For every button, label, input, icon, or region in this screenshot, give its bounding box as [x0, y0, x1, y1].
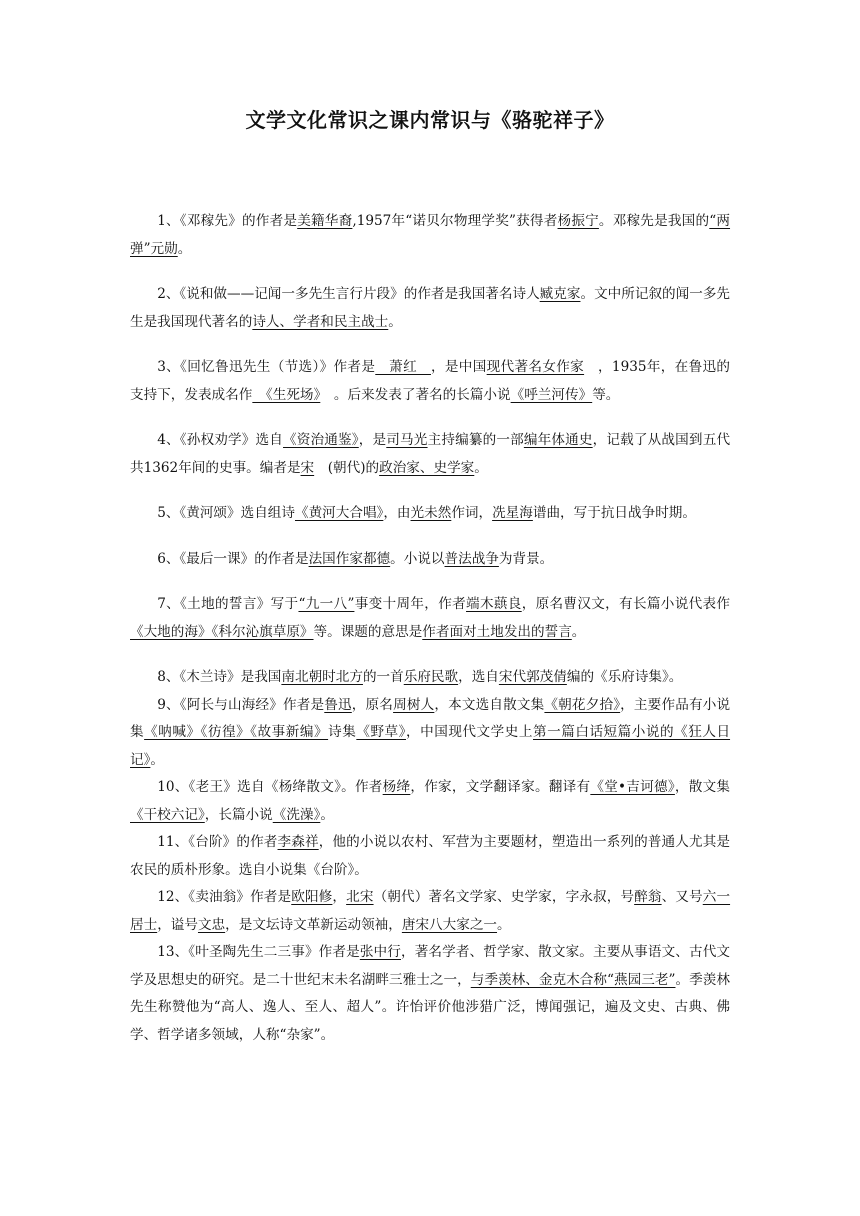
underlined-answer: 李森祥 [277, 834, 319, 850]
underlined-answer: 光未然 [410, 505, 452, 521]
paragraph-text: ，著名学者、哲学家、散文家。主要从事语文、古代文学及思想史的研究。是二十世纪末未名湖畔三雅士之一， [130, 944, 731, 988]
paragraph-text: ，散文集 [674, 779, 731, 795]
paragraph-text: ，本文选自散文集 [434, 696, 545, 713]
underlined-answer: 萧红 [375, 359, 431, 375]
paragraph-text: 。 [571, 623, 586, 640]
underlined-answer: 《大地的海》《科尔沁旗草原》 [130, 623, 314, 640]
list-item-4 [130, 427, 730, 482]
paragraph-text: ，谥号 [157, 916, 198, 933]
paragraph-text: ，是中国 [430, 359, 487, 375]
underlined-answer: 鲁迅 [324, 696, 352, 713]
underlined-answer: 欧阳修 [291, 889, 333, 905]
underlined-answer: 北宋 [346, 889, 374, 905]
paragraph-text: 8、《木兰诗》是我国 [157, 669, 282, 685]
paragraph-text: 11、《台阶》的作者 [157, 834, 278, 850]
underlined-answer: 作者面对土地发出的誓言 [422, 623, 572, 640]
underlined-answer: 与季羡林、金克木合称“燕园三老” [470, 971, 676, 988]
paragraph-text: (朝代)的 [314, 459, 380, 476]
paragraph-text: 。 [320, 806, 334, 823]
paragraph-text: ，长篇小说 [204, 806, 273, 823]
underlined-answer: 文忠 [197, 916, 226, 933]
underlined-answer: 《黄河大合唱》 [294, 505, 384, 521]
underlined-answer: “两弹”元勋 [130, 213, 731, 257]
paragraph-text: ，是 [358, 432, 387, 448]
underlined-answer: 宋 [300, 459, 315, 476]
underlined-answer: 《干校六记》 [130, 806, 205, 823]
document-body [130, 208, 730, 1049]
list-item-10 [130, 774, 730, 829]
paragraph-text: （朝代）著名文学家、史学家，字永叔，号 [373, 889, 635, 905]
underlined-answer: 《洗澡》 [272, 806, 321, 823]
underlined-answer: 乐府民歌 [403, 669, 459, 685]
paragraph-text: 13、《叶圣陶先生二三事》作者是 [157, 944, 360, 960]
underlined-answer: 编年体通史 [523, 432, 593, 448]
document-title: 文学文化常识之课内常识与《骆驼祥子》 [245, 108, 615, 132]
underlined-answer: 《呐喊》《彷徨》《故事新编》 [144, 724, 329, 740]
paragraph-text: 。小说以 [390, 550, 445, 567]
underlined-answer: 《野草》 [356, 724, 406, 740]
paragraph-text: ，记载了从战国到五代共1362年间的史事。编者是 [130, 432, 731, 476]
paragraph-text: 9、《阿长与山海经》作者是 [157, 696, 325, 713]
paragraph-text: 。后来发表了著名的长篇小说 [320, 386, 511, 403]
underlined-answer: 现代著名女作家 [486, 359, 585, 375]
underlined-answer: 《呼兰河传》 [510, 386, 593, 403]
paragraph-text: 4、《孙权劝学》选自 [157, 432, 284, 448]
paragraph-text: 6、《最后一课》的作者是 [157, 550, 309, 567]
paragraph-text: 编的《乐府诗集》。 [566, 669, 683, 685]
paragraph-text: 。 [497, 916, 511, 933]
underlined-answer: 醉翁 [634, 889, 662, 905]
underlined-answer: 端木蕻良 [466, 596, 522, 612]
paragraph-text: 12、《卖油翁》作者是 [157, 889, 292, 905]
underlined-answer: 美籍华裔 [297, 213, 353, 229]
paragraph-text: 10、《老王》选自《杨绛散文》。作者 [157, 779, 383, 795]
paragraph-text: 。邓稼先是我国的 [598, 213, 710, 229]
paragraph-text: 等。 [592, 386, 620, 403]
underlined-answer: 臧克家 [539, 286, 581, 302]
list-item-11 [130, 829, 730, 884]
paragraph-text: 事变十周年，作者 [354, 596, 467, 612]
paragraph-text: ，中国现代文学史上 [405, 724, 533, 740]
paragraph-text: ，主要作品有小说集 [130, 696, 731, 740]
list-item-6 [130, 546, 730, 574]
paragraph-text: 、又号 [661, 889, 703, 905]
paragraph-text: 7、《土地的誓言》写于 [157, 596, 299, 612]
underlined-answer: 《朝花夕拾》 [544, 696, 621, 713]
paragraph-text: 。季羡林先生称赞他为“高人、逸人、至人、超人”。许怡评价他涉猎广泛，博闻强记，遍及文史、古典、佛学、哲学诸多领域，人称“杂家”。 [130, 971, 731, 1043]
list-item-13 [130, 939, 730, 1049]
underlined-answer: 张中行 [359, 944, 401, 960]
paragraph-text: 2、《说和做——记闻一多先生言行片段》的作者是我国著名诗人 [157, 286, 540, 302]
paragraph-text: ，原名 [351, 696, 394, 713]
underlined-answer: 《生死场》 [252, 386, 321, 403]
underlined-answer: “九一八” [298, 596, 355, 612]
underlined-answer: 宋代郭茂倩 [498, 669, 567, 685]
underlined-answer: 杨绛 [382, 779, 411, 795]
paragraph-text: 。 [150, 751, 164, 768]
underlined-answer: 法国作家都德 [308, 550, 391, 567]
paragraph-text: 。 [474, 459, 488, 476]
paragraph-text: 1、《邓稼先》的作者是 [157, 213, 298, 229]
paragraph-text: 。 [177, 240, 192, 257]
paragraph-text: ,1957年“诺贝尔物理学奖”获得者 [352, 213, 558, 229]
underlined-answer: 司马光 [386, 432, 428, 448]
paragraph-text: 3、《回忆鲁迅先生（节选）》作者是 [157, 359, 376, 375]
paragraph-text: 。文中所记叙的闻一多先生是我国现代著名的 [130, 286, 731, 330]
paragraph-text: ，选自 [458, 669, 499, 685]
list-item-8 [130, 664, 730, 692]
underlined-answer: 杨振宁 [557, 213, 599, 229]
list-item-2 [130, 281, 730, 336]
underlined-answer: 六一居士 [130, 889, 731, 933]
underlined-answer: 普法战争 [444, 550, 499, 567]
paragraph-text: 作词， [451, 505, 493, 521]
paragraph-text: 等。课题的意思是 [313, 623, 423, 640]
paragraph-text: ，是文坛诗文革新运动领袖， [225, 916, 402, 933]
paragraph-text: 5、《黄河颂》选自组诗 [157, 505, 295, 521]
underlined-answer: 诗人、学者和民主战士 [252, 313, 389, 330]
underlined-answer: 唐宋八大家之一 [401, 916, 498, 933]
paragraph-text: 诗集 [328, 724, 357, 740]
list-item-7 [130, 591, 730, 646]
paragraph-text: ，原名曹汉文，有长篇小说代表作 [521, 596, 731, 612]
paragraph-text: ， [332, 889, 347, 905]
paragraph-text: 为背景。 [498, 550, 554, 567]
paragraph-text: ，1935年，在鲁迅的支持下，发表成名作 [130, 359, 731, 403]
paragraph-text: 主持编纂的一部 [427, 432, 524, 448]
list-item-12 [130, 884, 730, 939]
paragraph-text: 。 [388, 313, 402, 330]
list-item-1 [130, 208, 730, 263]
underlined-answer: 冼星海 [492, 505, 533, 521]
underlined-answer: 政治家、史学家 [379, 459, 475, 476]
paragraph-text: 谱曲，写于抗日战争时期。 [532, 505, 696, 521]
list-item-9 [130, 692, 730, 775]
underlined-answer: 周树人 [393, 696, 435, 713]
paragraph-text: 的一首 [362, 669, 404, 685]
underlined-answer: 南北朝时北方 [281, 669, 363, 685]
list-item-3 [130, 354, 730, 409]
underlined-answer: 第一篇白话短篇小说的《狂人日记》 [130, 724, 731, 768]
paragraph-text: ，作家，文学翻译家。翻译有 [410, 779, 591, 795]
list-item-5 [130, 500, 730, 528]
paragraph-text: ，由 [383, 505, 411, 521]
paragraph-text: ，他的小说以农村、军营为主要题材，塑造出一系列的普通人尤其是农民的质朴形象。选自小说集《台阶》。 [130, 834, 731, 878]
underlined-answer: 《资治通鉴》 [283, 432, 359, 448]
underlined-answer: 《堂•吉诃德》 [590, 779, 675, 795]
